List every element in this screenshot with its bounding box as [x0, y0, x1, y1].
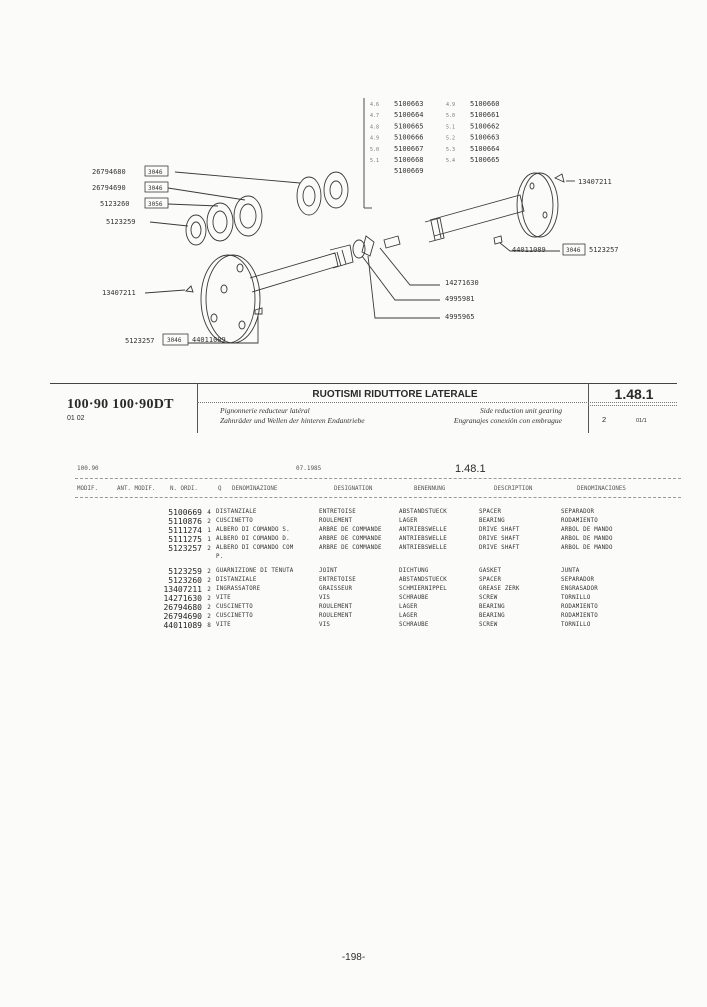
cell-it: ALBERO DI COMANDO COM — [216, 545, 294, 552]
label-14271630: 14271630 — [445, 279, 479, 287]
cell-es: ARBOL DE MANDO — [561, 545, 613, 552]
cell-pn: 5123260 — [168, 575, 202, 585]
page-title: RUOTISMI RIDUTTORE LATERALE — [312, 389, 478, 400]
kit-ref: 4.7 — [370, 113, 380, 120]
cell-pn — [150, 553, 202, 562]
cell-en: SPACER — [479, 576, 502, 583]
cell-pn: 5111275 — [168, 535, 202, 545]
cell-it: CUSCINETTO — [216, 613, 253, 620]
kit-code: 5100663 — [394, 100, 424, 108]
cell-es: SEPARADOR — [561, 576, 595, 583]
cell-de — [399, 553, 479, 562]
col-designation: DESIGNATION — [334, 486, 373, 492]
model-sub: 01 02 — [67, 415, 85, 422]
cell-de: LAGER — [399, 613, 418, 620]
label-4995981: 4995981 — [445, 295, 475, 303]
sheet-date: 07.1985 — [296, 465, 322, 472]
cell-pn: 13407211 — [163, 584, 202, 594]
subtitle-en: Side reduction unit gearing — [479, 406, 562, 415]
cell-fr — [319, 553, 399, 562]
cell-es: RODAMIENTO — [561, 518, 598, 525]
cell-it: CUSCINETTO — [216, 518, 253, 525]
cell-fr: GRAISSEUR — [319, 585, 353, 592]
label-4995965: 4995965 — [445, 313, 475, 321]
screw-right — [494, 236, 502, 244]
cell-en: SCREW — [479, 622, 498, 629]
kit-ref: 5.0 — [446, 113, 456, 120]
cell-it: ALBERO DI COMANDO S. — [216, 527, 290, 534]
cell-fr: ENTRETOISE — [319, 509, 356, 515]
cell-es: RODAMIENTO — [561, 603, 598, 610]
cell-it: GUARNIZIONE DI TENUTA — [216, 567, 294, 574]
cell-fr: ARBRE DE COMMANDE — [319, 536, 382, 543]
page-sheet-tiny: 01/1 — [636, 418, 647, 424]
label-26794680: 26794680 — [92, 168, 126, 176]
cell-qty: 8 — [207, 622, 211, 630]
cell-es: TORNILLO — [561, 594, 591, 601]
subtitle-de: Zahnräder und Wellen der hinteren Endantriebe — [220, 416, 365, 425]
cell-qty: 2 — [207, 585, 211, 593]
box-3046-a: 3046 — [148, 169, 163, 176]
kit-code: 5100664 — [470, 144, 500, 153]
page-code: 1.48.1 — [614, 386, 654, 402]
col-ant-modif: ANT. MODIF. — [117, 486, 156, 492]
cell-de: ABSTANDSTUECK — [399, 509, 447, 515]
cell-en — [479, 553, 561, 562]
cell-pn: 5123257 — [168, 544, 202, 554]
cell-en: SCREW — [479, 594, 498, 601]
cell-it: INGRASSATORE — [216, 585, 261, 592]
cell-it: CUSCINETTO — [216, 603, 253, 610]
kit-code: 5100665 — [470, 156, 500, 164]
cell-en: SPACER — [479, 509, 502, 515]
cell-en: DRIVE SHAFT — [479, 545, 520, 552]
cell-de: ANTRIEBSWELLE — [399, 545, 447, 552]
grease-zerk-right — [555, 174, 564, 182]
kit-ref: 5.1 — [370, 158, 380, 164]
col-description: DESCRIPTION — [494, 486, 533, 492]
box-3046-b: 3046 — [148, 185, 163, 192]
pagecode-rule — [588, 405, 677, 406]
label-5123260: 5123260 — [100, 200, 130, 208]
cell-qty: 1 — [207, 536, 211, 544]
cell-qty: 2 — [207, 567, 211, 575]
kit-code: 5100662 — [470, 122, 500, 131]
cell-it: DISTANZIALE — [216, 509, 257, 515]
cell-es — [561, 553, 641, 562]
cell-pn: 5100669 — [168, 508, 202, 517]
cell-fr: ENTRETOISE — [319, 576, 356, 583]
cell-it: ALBERO DI COMANDO D. — [216, 536, 290, 543]
cell-qty: 2 — [207, 576, 211, 584]
cell-en: DRIVE SHAFT — [479, 536, 520, 543]
col-modif: MODIF. — [77, 486, 98, 492]
cell-de: SCHMIERNIPPEL — [399, 585, 447, 592]
bearing-26794680 — [234, 196, 262, 236]
header-divider-left — [197, 383, 198, 433]
right-shaft — [430, 195, 524, 236]
cell-es: SEPARADOR — [561, 509, 595, 515]
cell-qty: 2 — [207, 518, 211, 526]
cell-qty: 2 — [207, 603, 211, 611]
col-denominaciones: DENOMINACIONES — [577, 486, 626, 492]
spacer-4995965 — [362, 236, 374, 256]
kit-code: 5100663 — [470, 133, 500, 142]
cell-fr: ROULEMENT — [319, 603, 353, 610]
cell-fr: VIS — [319, 594, 331, 601]
table-row — [150, 594, 641, 603]
kit-code: 5100660 — [470, 100, 500, 108]
page-sheet-number: 2 — [602, 415, 607, 424]
cell-fr: ARBRE DE COMMANDE — [319, 527, 382, 534]
cell-fr: ROULEMENT — [319, 613, 353, 620]
sheet-rule-top — [75, 478, 681, 479]
cell-qty: 1 — [207, 527, 211, 535]
header-top-rule — [50, 383, 677, 384]
kit-code: 5100666 — [394, 133, 424, 142]
label-13407211-left: 13407211 — [102, 289, 136, 297]
cell-fr: VIS — [319, 622, 331, 629]
cell-es: JUNTA — [561, 567, 580, 574]
table-row — [150, 585, 641, 594]
sheet-model: 100.90 — [77, 465, 99, 472]
cell-pn: 26794690 — [163, 612, 202, 622]
cell-de: DICHTUNG — [399, 567, 429, 574]
label-44011089-bottom: 44011089 — [192, 336, 226, 344]
left-flange — [201, 255, 255, 343]
cell-de: LAGER — [399, 603, 418, 610]
kit-ref: 4.6 — [370, 102, 380, 108]
label-5123257-right: 5123257 — [589, 246, 619, 254]
table-row — [150, 621, 641, 630]
cell-it: VITE — [216, 622, 231, 629]
cell-pn: 44011089 — [163, 621, 202, 631]
cell-fr: JOINT — [319, 567, 338, 574]
page-number: -198- — [341, 952, 366, 963]
label-26794690: 26794690 — [92, 184, 126, 192]
kit-ref: 5.3 — [446, 146, 456, 153]
kit-ref: 4.8 — [370, 124, 380, 131]
kit-code: 5100665 — [394, 122, 424, 131]
cell-qty: 4 — [207, 509, 211, 516]
table-row — [150, 544, 641, 553]
cell-es: ARBOL DE MANDO — [561, 527, 613, 534]
cell-de: ANTRIEBSWELLE — [399, 536, 447, 543]
cell-es: ENGRASADOR — [561, 585, 598, 592]
cell-qty — [202, 553, 216, 562]
cell-qty: 2 — [207, 594, 211, 602]
table-row — [150, 553, 641, 562]
table-row — [150, 612, 641, 621]
box-3056: 3056 — [148, 201, 163, 208]
kit-ref: 4.9 — [446, 102, 456, 108]
cell-pn: 5110876 — [168, 517, 202, 527]
table-row — [150, 603, 641, 612]
grease-zerk-left — [186, 286, 193, 292]
cell-pn: 5111274 — [168, 526, 202, 536]
cell-fr: ROULEMENT — [319, 518, 353, 525]
seal-5123259 — [186, 215, 206, 245]
label-5123257-bottom: 5123257 — [125, 337, 155, 345]
spacer-5100669 — [324, 172, 348, 208]
table-row — [150, 517, 641, 526]
title-rule — [197, 402, 677, 403]
kit-code: 5100668 — [394, 156, 424, 164]
cell-fr: ARBRE DE COMMANDE — [319, 545, 382, 552]
sheet-rule-header — [75, 497, 681, 498]
box-3046-bottom: 3046 — [167, 337, 182, 344]
kit-ref: 5.4 — [446, 158, 456, 164]
cell-qty: 2 — [207, 613, 211, 621]
bearing-5110876 — [297, 177, 321, 215]
kit-ref: 5.1 — [446, 124, 456, 131]
col-denominazione: DENOMINAZIONE — [232, 486, 278, 492]
kit-ref: 5.2 — [446, 135, 456, 142]
table-row — [150, 508, 641, 517]
cell-en: GASKET — [479, 567, 502, 574]
cell-en: BEARING — [479, 613, 505, 620]
cell-pn: 26794680 — [163, 602, 202, 612]
table-row — [150, 535, 641, 544]
subtitle-es: Engranajes conexión con embrague — [453, 416, 562, 425]
cell-de: ANTRIEBSWELLE — [399, 527, 447, 534]
screw-14271630 — [384, 236, 400, 248]
cell-it: P. — [216, 554, 224, 561]
model-name: 100·90 100·90DT — [67, 397, 174, 412]
label-13407211-right: 13407211 — [578, 178, 612, 186]
cell-es: TORNILLO — [561, 622, 591, 629]
cell-de: ABSTANDSTUECK — [399, 576, 447, 583]
label-5123259: 5123259 — [106, 218, 136, 226]
cell-it: DISTANZIALE — [216, 576, 257, 583]
col-benennung: BENENNUNG — [414, 486, 446, 492]
cell-de: SCHRAUBE — [399, 594, 429, 601]
cell-es: RODAMIENTO — [561, 613, 598, 620]
kit-list — [370, 100, 500, 175]
bearing-26794690 — [207, 203, 233, 241]
exploded-diagram — [0, 0, 707, 380]
table-row — [150, 576, 641, 585]
table-row — [150, 567, 641, 576]
cell-de: LAGER — [399, 518, 418, 525]
cell-en: BEARING — [479, 603, 505, 610]
cell-de: SCHRAUBE — [399, 622, 429, 629]
cell-pn: 5123259 — [168, 566, 202, 576]
cell-it: VITE — [216, 594, 231, 601]
cell-pn: 14271630 — [163, 593, 202, 603]
box-3046-right: 3046 — [566, 247, 581, 254]
kit-code: 5100667 — [394, 144, 424, 153]
kit-code: 5100664 — [394, 111, 424, 120]
kit-ref: 5.0 — [370, 146, 380, 153]
kit-code: 5100661 — [470, 111, 500, 120]
table-row — [150, 526, 641, 535]
col-qty: Q — [218, 486, 222, 492]
kit-code: 5100669 — [394, 167, 424, 176]
left-shaft — [250, 253, 338, 292]
subtitle-fr: Pignonnerie reducteur latéral — [220, 406, 310, 415]
cell-qty: 2 — [207, 545, 211, 553]
kit-ref: 4.9 — [370, 135, 380, 142]
cell-en: DRIVE SHAFT — [479, 527, 520, 534]
sheet-code: 1.48.1 — [455, 463, 486, 475]
cell-en: BEARING — [479, 518, 505, 525]
col-n-ordi: N. ORDI. — [170, 486, 198, 492]
parts-table — [150, 508, 641, 630]
label-44011089-right: 44011089 — [512, 246, 546, 254]
cell-en: GREASE ZERK — [479, 585, 520, 592]
cell-es: ARBOL DE MANDO — [561, 536, 613, 543]
